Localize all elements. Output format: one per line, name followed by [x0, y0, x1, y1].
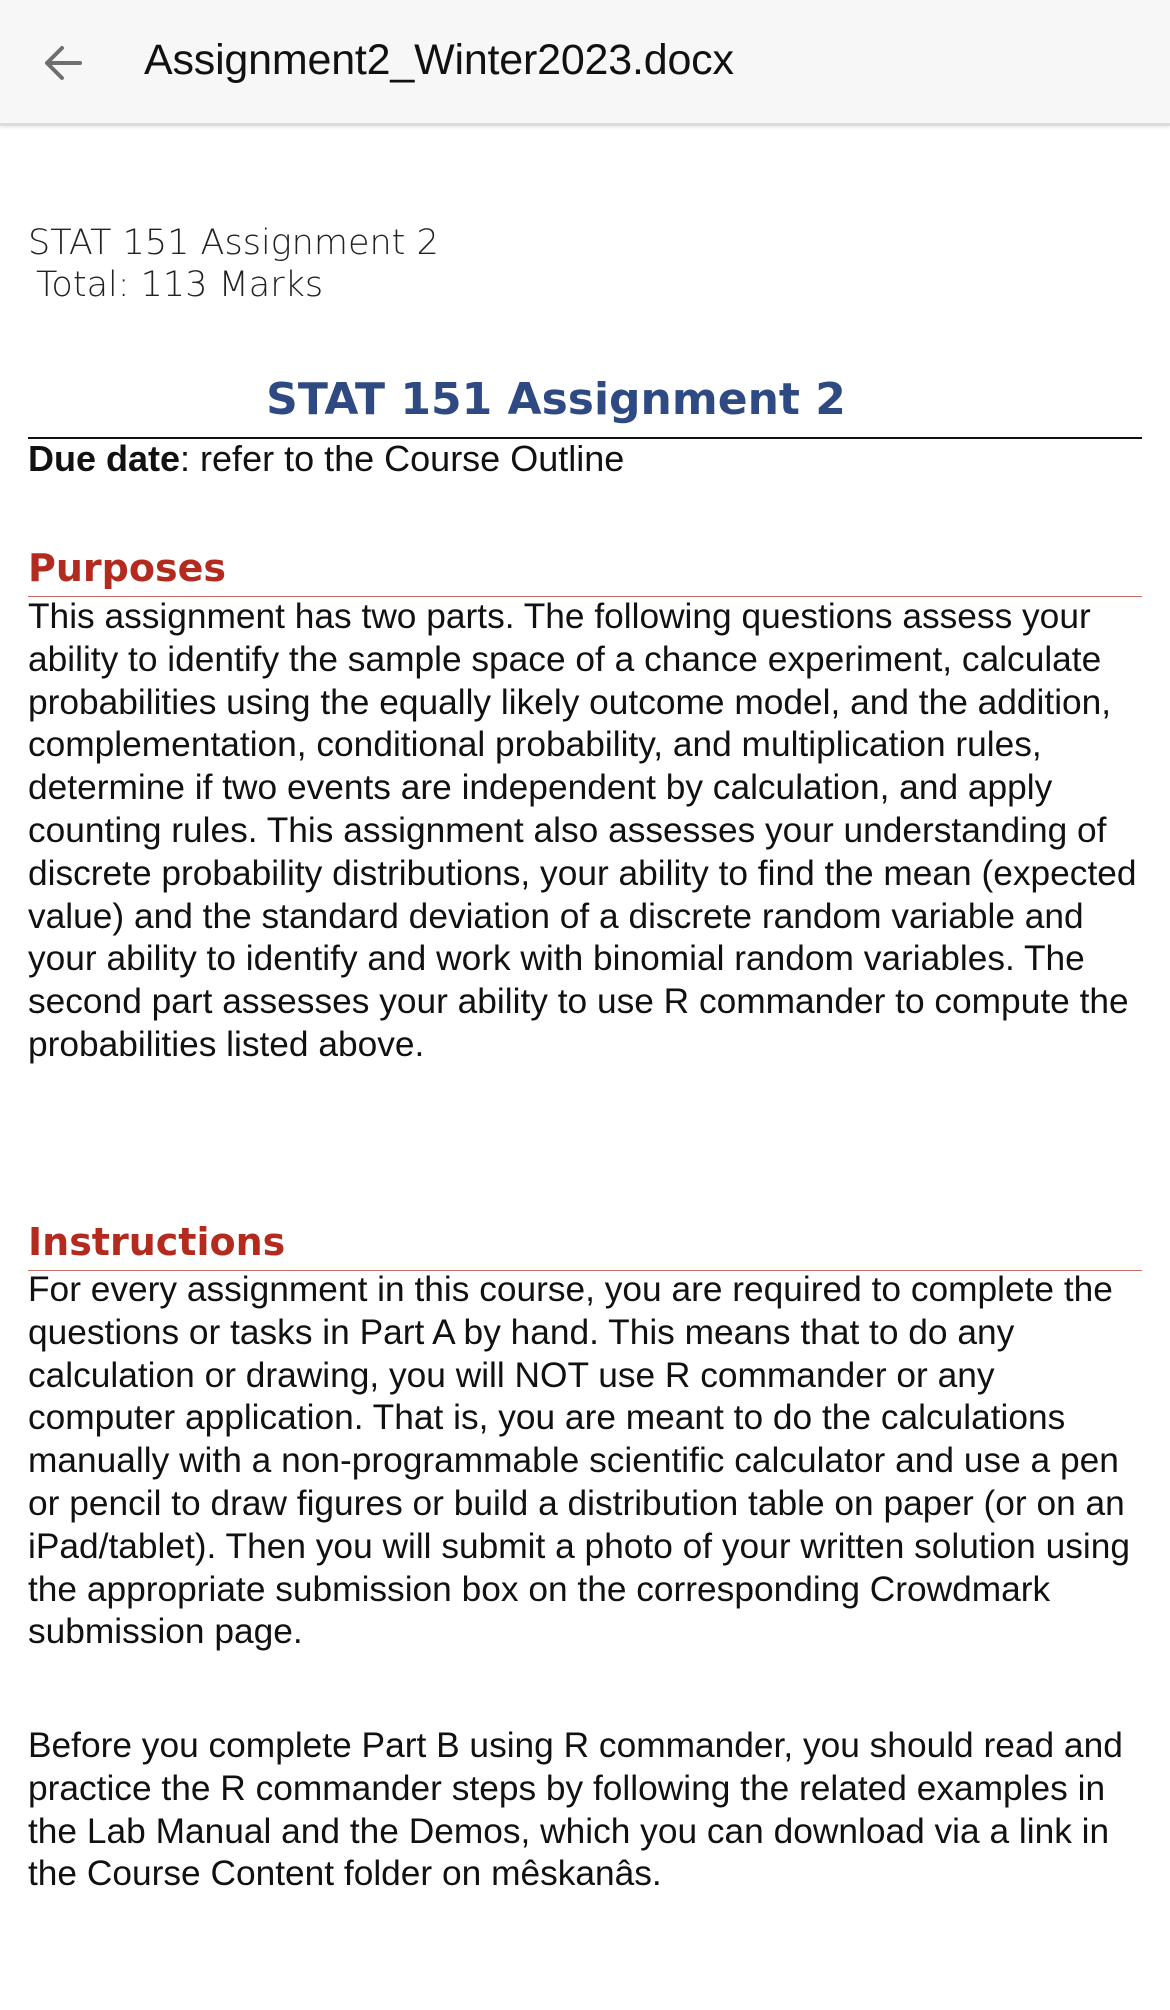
- instructions-paragraph-2: Before you complete Part B using R commander, you should read and practice the R commander steps by following the related examples in the Lab Manual and the Demos, which you can download via a link in the Course Content folder on mêskanâs.: [28, 1726, 1123, 1894]
- header-total-marks: Total: 113 Marks: [36, 265, 324, 305]
- file-title: Assignment2_Winter2023.docx: [144, 36, 734, 84]
- document-title: STAT 151 Assignment 2: [266, 374, 846, 425]
- top-app-bar: [0, 0, 1170, 126]
- instructions-paragraph-1: For every assignment in this course, you are required to complete the questions or tasks in Part A by hand. This means that to do any calculation or drawing, you will NOT use R commander or any computer application. That is, you are meant to do the calculations manually with a non-programmable scientific calculator and use a pen or pencil to draw figures or build a distribution table on paper (or on an iPad/tablet). Then you will submit a photo of your written solution using the appropriate submission box on the corresponding Crowdmark submission page.: [28, 1270, 1130, 1652]
- header-course-line: STAT 151 Assignment 2: [28, 223, 439, 263]
- arrow-left-icon: [43, 45, 83, 81]
- due-date-line: [28, 436, 624, 482]
- back-button[interactable]: [30, 30, 96, 96]
- purposes-paragraph: This assignment has two parts. The following questions assess your ability to identify the sample space of a chance experiment, calculate probabilities using the equally likely outcome model, and the addition, complementation, conditional probability, and multiplication rules, determine if two events are independent by calculation, and apply counting rules. This assignment also assesses your understanding of discrete probability distributions, your ability to find the mean (expected value) and the standard deviation of a discrete random variable and your ability to identify and work with binomial random variables. The second part assesses your ability to use R commander to compute the probabilities listed above.: [28, 597, 1137, 1064]
- document-header: [28, 222, 439, 306]
- instructions-heading: Instructions: [28, 1220, 286, 1264]
- due-date-label: Due date: [28, 438, 181, 479]
- due-date-text: : refer to the Course Outline: [180, 438, 625, 479]
- purposes-heading: Purposes: [28, 546, 226, 590]
